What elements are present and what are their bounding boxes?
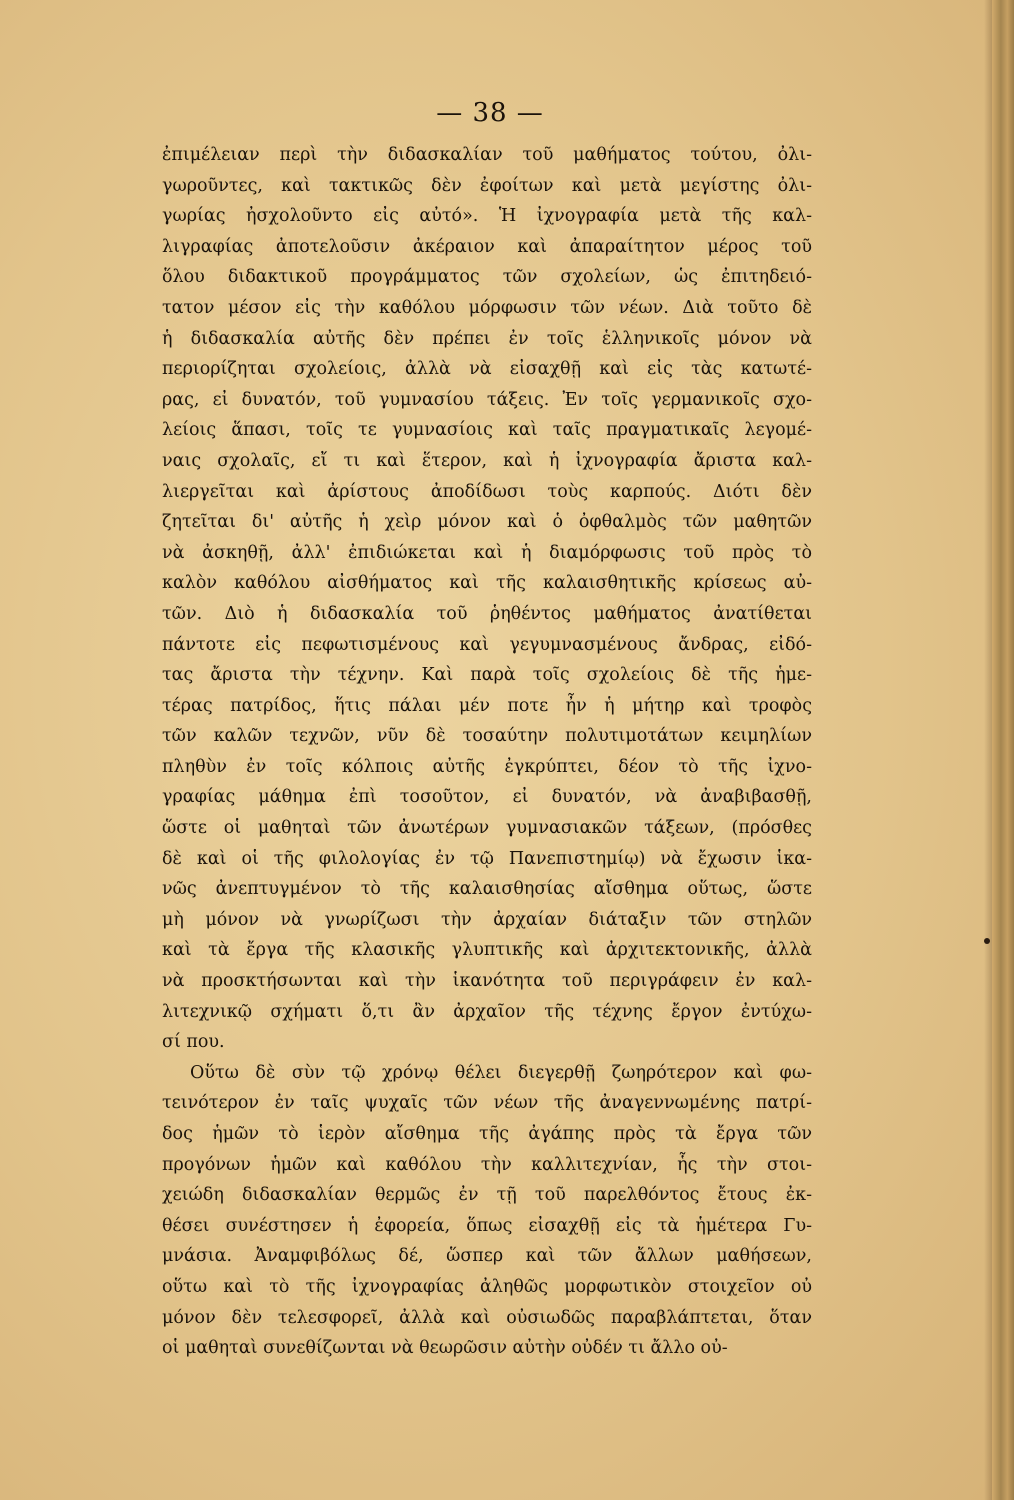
text-line: νὰ ἀσκηθῇ, ἀλλ' ἐπιδιώκεται καὶ ἡ διαμόρφωσις τοῦ πρὸς τὸ — [162, 542, 812, 563]
text-line: τατον μέσον εἰς τὴν καθόλου μόρφωσιν τῶν νέων. Διὰ τοῦτο δὲ — [162, 297, 812, 318]
page-number: — 38 — — [436, 98, 544, 128]
text-line: μνάσια. Ἀναμφιβόλως δέ, ὥσπερ καὶ τῶν ἄλλων μαθήσεων, — [162, 1246, 812, 1267]
text-line: οἱ μαθηταὶ συνεθίζωνται νὰ θεωρῶσιν αὐτὴν οὐδέν τι ἄλλο οὐ- — [162, 1338, 728, 1359]
text-line: γωρίας ἠσχολοῦντο εἰς αὐτό». Ἡ ἰχνογραφία μετὰ τῆς καλ- — [162, 206, 812, 227]
text-line: πάντοτε εἰς πεφωτισμένους καὶ γεγυμνασμένους ἄνδρας, εἰδό- — [162, 634, 812, 655]
text-line: τέρας πατρίδος, ἥτις πάλαι μέν ποτε ἦν ἡ μήτηρ καὶ τροφὸς — [162, 695, 812, 716]
text-line: ρας, εἰ δυνατόν, τοῦ γυμνασίου τάξεις. Ἐν τοῖς γερμανικοῖς σχο- — [162, 389, 812, 410]
text-line: γραφίας μάθημα ἐπὶ τοσοῦτον, εἰ δυνατόν, νὰ ἀναβιβασθῇ, — [162, 787, 812, 808]
text-line: ἐπιμέλειαν περὶ τὴν διδασκαλίαν τοῦ μαθήματος τούτου, ὀλι- — [162, 145, 812, 165]
text-line: λιεργεῖται καὶ ἀρίστους ἀποδίδωσι τοὺς καρπούς. Διότι δὲν — [162, 481, 812, 502]
page-right-edge — [992, 0, 1014, 1500]
text-line: θέσει συνέστησεν ἡ ἐφορεία, ὅπως εἰσαχθῇ εἰς τὰ ἡμέτερα Γυ- — [162, 1215, 812, 1236]
text-line: καλὸν καθόλου αἰσθήματος καὶ τῆς καλαισθητικῆς κρίσεως αὐ- — [162, 573, 812, 594]
text-line: λιγραφίας ἀποτελοῦσιν ἀκέραιον καὶ ἀπαραίτητον μέρος τοῦ — [162, 236, 812, 257]
text-line: δὲ καὶ οἱ τῆς φιλολογίας ἐν τῷ Πανεπιστημίῳ) νὰ ἔχωσιν ἱκα- — [162, 848, 812, 869]
ink-speck — [984, 938, 990, 944]
text-line: ἡ διδασκαλία αὐτῆς δὲν πρέπει ἐν τοῖς ἑλληνικοῖς μόνον νὰ — [162, 328, 812, 349]
page-edge-shadow — [984, 0, 992, 1500]
text-line: περιορίζηται σχολείοις, ἀλλὰ νὰ εἰσαχθῇ καὶ εἰς τὰς κατωτέ- — [162, 359, 812, 380]
text-line: ναις σχολαῖς, εἴ τι καὶ ἕτερον, καὶ ἡ ἰχνογραφία ἄριστα καλ- — [162, 450, 812, 471]
body-text — [162, 140, 812, 1364]
text-line: ζητεῖται δι' αὐτῆς ἡ χεὶρ μόνον καὶ ὁ ὀφθαλμὸς τῶν μαθητῶν — [162, 512, 812, 533]
text-line: λιτεχνικῷ σχήματι ὅ,τι ἂν ἀρχαῖον τῆς τέχνης ἔργον ἐντύχω- — [162, 1001, 812, 1022]
text-line: ὅλου διδακτικοῦ προγράμματος τῶν σχολείων, ὡς ἐπιτηδειό- — [162, 267, 812, 288]
text-line: μόνον δὲν τελεσφορεῖ, ἀλλὰ καὶ οὐσιωδῶς παραβλάπτεται, ὅταν — [162, 1307, 812, 1328]
text-line: νὰ προσκτήσωνται καὶ τὴν ἱκανότητα τοῦ περιγράφειν ἐν καλ- — [162, 971, 812, 992]
text-line: οὕτω καὶ τὸ τῆς ἰχνογραφίας ἀληθῶς μορφωτικὸν στοιχεῖον οὐ — [162, 1276, 812, 1297]
paragraph — [162, 140, 812, 1058]
text-line: Οὕτω δὲ σὺν τῷ χρόνῳ θέλει διεγερθῇ ζωηρότερον καὶ φω- — [190, 1062, 812, 1083]
text-line: γωροῦντες, καὶ τακτικῶς δὲν ἐφοίτων καὶ μετὰ μεγίστης ὀλι- — [162, 175, 812, 196]
text-line: μὴ μόνον νὰ γνωρίζωσι τὴν ἀρχαίαν διάταξιν τῶν στηλῶν — [162, 909, 812, 930]
text-line: τεινότερον ἐν ταῖς ψυχαῖς τῶν νέων τῆς ἀναγεννωμένης πατρί- — [162, 1093, 812, 1114]
text-line: τῶν καλῶν τεχνῶν, νῦν δὲ τοσαύτην πολυτιμοτάτων κειμηλίων — [162, 726, 812, 747]
text-line: τας ἄριστα τὴν τέχνην. Καὶ παρὰ τοῖς σχολείοις δὲ τῆς ἡμε- — [162, 665, 812, 686]
text-line: ὥστε οἱ μαθηταὶ τῶν ἀνωτέρων γυμνασιακῶν τάξεων, (πρόσθες — [162, 818, 812, 839]
text-line: νῶς ἀνεπτυγμένον τὸ τῆς καλαισθησίας αἴσθημα οὕτως, ὥστε — [162, 879, 812, 900]
paragraph — [162, 1058, 812, 1364]
text-line: προγόνων ἡμῶν καὶ καθόλου τὴν καλλιτεχνίαν, ἧς τὴν στοι- — [162, 1154, 812, 1175]
text-line: λείοις ἅπασι, τοῖς τε γυμνασίοις καὶ ταῖς πραγματικαῖς λεγομέ- — [162, 420, 812, 441]
text-line: καὶ τὰ ἔργα τῆς κλασικῆς γλυπτικῆς καὶ ἀρχιτεκτονικῆς, ἀλλὰ — [162, 940, 812, 961]
text-line: πληθὺν ἐν τοῖς κόλποις αὐτῆς ἐγκρύπτει, δέον τὸ τῆς ἰχνο- — [162, 756, 812, 777]
text-line: χειώδη διδασκαλίαν θερμῶς ἐν τῇ τοῦ παρελθόντος ἔτους ἐκ- — [162, 1185, 812, 1206]
text-line: δος ἡμῶν τὸ ἱερὸν αἴσθημα τῆς ἀγάπης πρὸς τὰ ἔργα τῶν — [162, 1124, 812, 1144]
text-line: σί που. — [162, 1032, 225, 1053]
text-line: τῶν. Διὸ ἡ διδασκαλία τοῦ ῥηθέντος μαθήματος ἀνατίθεται — [162, 603, 812, 624]
